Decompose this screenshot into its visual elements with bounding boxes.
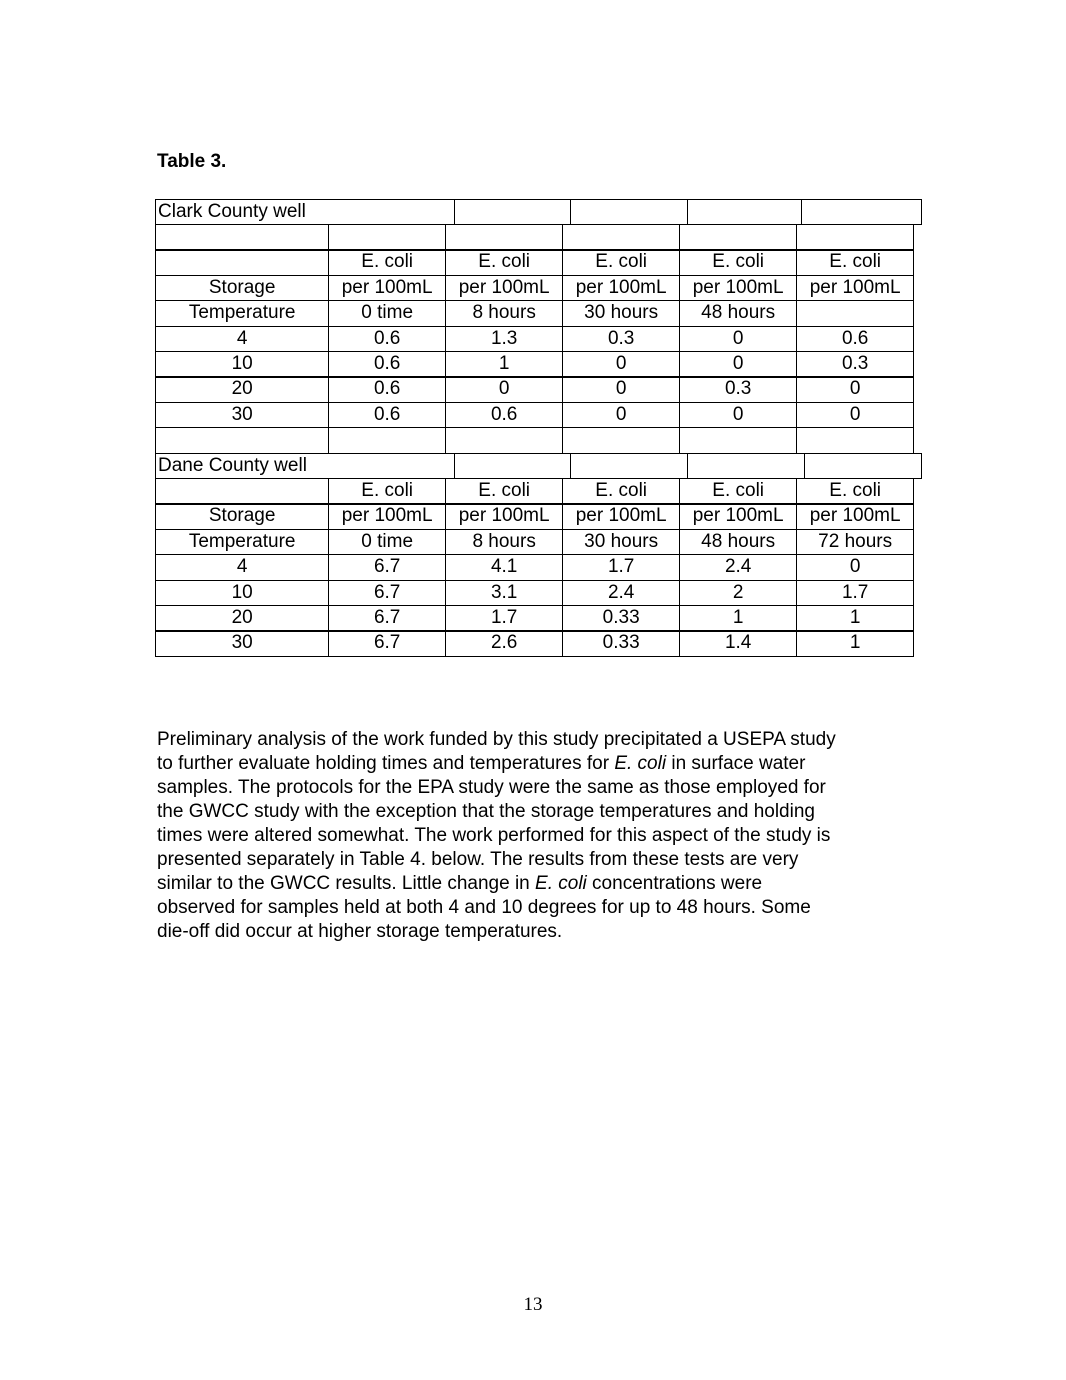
text-run: in surface water [666,753,806,774]
table-row-cell: 10 [155,351,329,378]
paragraph-line [157,728,917,752]
header-row-cell: per 100mL [562,275,680,302]
header-row-cell: E. coli [796,478,914,505]
paragraph-line [157,824,917,848]
table-row-cell: 0 [562,402,680,429]
table-row-cell: 0.6 [445,402,563,429]
table-row-cell: 3.1 [445,580,563,607]
text-run: observed for samples held at both 4 and 10 degrees for up to 48 hours. Some [157,897,811,918]
table-row-cell: 0.6 [796,326,914,353]
header-row-cell: 8 hours [445,529,563,556]
table-row-cell: 30 [155,402,329,429]
text-run: presented separately in Table 4. below. The results from these tests are very [157,849,799,870]
well-label: Dane County well [155,453,455,480]
header-row-cell: per 100mL [328,275,446,302]
table-row-cell: 1 [796,605,914,632]
table-row-cell: 1.7 [562,554,680,581]
table-row-cell: 0.3 [796,351,914,378]
spacer-row-cell [445,224,563,251]
paragraph-line [157,800,917,824]
spacer-row-cell [155,224,329,251]
body-paragraph [157,728,917,944]
table-row-cell: 0 [562,376,680,403]
table-row-cell: 0 [796,554,914,581]
header-row-cell: per 100mL [328,503,446,530]
header-row-cell: E. coli [328,249,446,276]
text-run: the GWCC study with the exception that the storage temperatures and holding [157,801,815,822]
text-run: die-off did occur at higher storage temperatures. [157,921,563,942]
table-row-cell: 6.7 [328,630,446,657]
spacer-row-cell [328,427,446,454]
spacer-row-cell [562,224,680,251]
table-row-cell: 0 [562,351,680,378]
text-run: Preliminary analysis of the work funded by this study precipitated a USEPA study [157,729,836,750]
paragraph-line [157,872,917,896]
empty-cell [687,453,805,480]
header-row-cell [155,478,329,505]
table-row-cell: 2.6 [445,630,563,657]
header-row-cell [796,300,914,327]
empty-cell [801,199,922,226]
italic-term: E. coli [535,873,587,894]
table-row-cell: 2.4 [679,554,797,581]
header-row-cell: 72 hours [796,529,914,556]
header-row-cell: E. coli [562,478,680,505]
header-row-cell: E. coli [562,249,680,276]
table-row-cell: 20 [155,376,329,403]
header-row-cell: 48 hours [679,300,797,327]
paragraph-line [157,776,917,800]
table-row-cell: 1.3 [445,326,563,353]
table-row-cell: 1 [445,351,563,378]
table-row-cell: 4.1 [445,554,563,581]
table-title: Table 3. [157,151,227,172]
table-row-cell: 1.4 [679,630,797,657]
empty-cell [454,453,571,480]
text-run: times were altered somewhat. The work performed for this aspect of the study is [157,825,831,846]
header-row-cell: 0 time [328,529,446,556]
spacer-row-cell [562,427,680,454]
header-row-cell: per 100mL [796,503,914,530]
table-row-cell: 0.6 [328,326,446,353]
table-row-cell: 0 [679,351,797,378]
text-run: concentrations were [586,873,763,894]
header-row-cell [155,249,329,276]
table-row-cell: 0 [796,376,914,403]
empty-cell [687,199,802,226]
empty-cell [454,199,571,226]
table-row-cell: 30 [155,630,329,657]
header-row-cell: E. coli [796,249,914,276]
paragraph-line [157,752,917,776]
well-label: Clark County well [155,199,455,226]
table-row-cell: 0 [679,402,797,429]
header-row-cell: E. coli [445,478,563,505]
table-row-cell: 2 [679,580,797,607]
table-row-cell: 4 [155,326,329,353]
spacer-row-cell [445,427,563,454]
header-row-cell: E. coli [328,478,446,505]
header-row-cell: E. coli [679,249,797,276]
spacer-row-cell [155,427,329,454]
header-row-cell: per 100mL [679,275,797,302]
table-row-cell: 6.7 [328,580,446,607]
paragraph-line [157,920,917,944]
header-row-cell: 30 hours [562,300,680,327]
table-row-cell: 0.6 [328,376,446,403]
spacer-row-cell [796,427,914,454]
table-row-cell: 1 [796,630,914,657]
paragraph-line [157,848,917,872]
table-row-cell: 1 [679,605,797,632]
header-row-cell: per 100mL [445,503,563,530]
table-row-cell: 0.6 [328,351,446,378]
text-run: similar to the GWCC results. Little change in [157,873,536,894]
page-number: 13 [523,1294,543,1315]
table-row-cell: 1.7 [445,605,563,632]
table-row-cell: 0.33 [562,605,680,632]
text-run: to further evaluate holding times and temperatures for [157,753,615,774]
header-row-cell: Storage [155,503,329,530]
header-row-cell: Temperature [155,529,329,556]
table-row-cell: 1.7 [796,580,914,607]
table-row-cell: 0 [445,376,563,403]
table-row-cell: 2.4 [562,580,680,607]
italic-term: E. coli [614,753,667,774]
table-row-cell: 4 [155,554,329,581]
header-row-cell: 8 hours [445,300,563,327]
table-row-cell: 0 [679,326,797,353]
empty-cell [570,199,688,226]
table-row-cell: 0.3 [562,326,680,353]
spacer-row-cell [679,224,797,251]
spacer-row-cell [328,224,446,251]
header-row-cell: E. coli [679,478,797,505]
table-row-cell: 6.7 [328,554,446,581]
text-run: samples. The protocols for the EPA study were the same as those employed for [157,777,826,798]
header-row-cell: per 100mL [562,503,680,530]
header-row-cell: E. coli [445,249,563,276]
table-row-cell: 0.3 [679,376,797,403]
header-row-cell: 48 hours [679,529,797,556]
table-row-cell: 10 [155,580,329,607]
table-row-cell: 6.7 [328,605,446,632]
header-row-cell: per 100mL [679,503,797,530]
header-row-cell: per 100mL [796,275,914,302]
spacer-row-cell [796,224,914,251]
table-row-cell: 20 [155,605,329,632]
header-row-cell: 30 hours [562,529,680,556]
empty-cell [804,453,922,480]
table-row-cell: 0.6 [328,402,446,429]
spacer-row-cell [679,427,797,454]
empty-cell [570,453,688,480]
header-row-cell: Temperature [155,300,329,327]
paragraph-line [157,896,917,920]
header-row-cell: Storage [155,275,329,302]
header-row-cell: per 100mL [445,275,563,302]
header-row-cell: 0 time [328,300,446,327]
table-row-cell: 0.33 [562,630,680,657]
table-row-cell: 0 [796,402,914,429]
